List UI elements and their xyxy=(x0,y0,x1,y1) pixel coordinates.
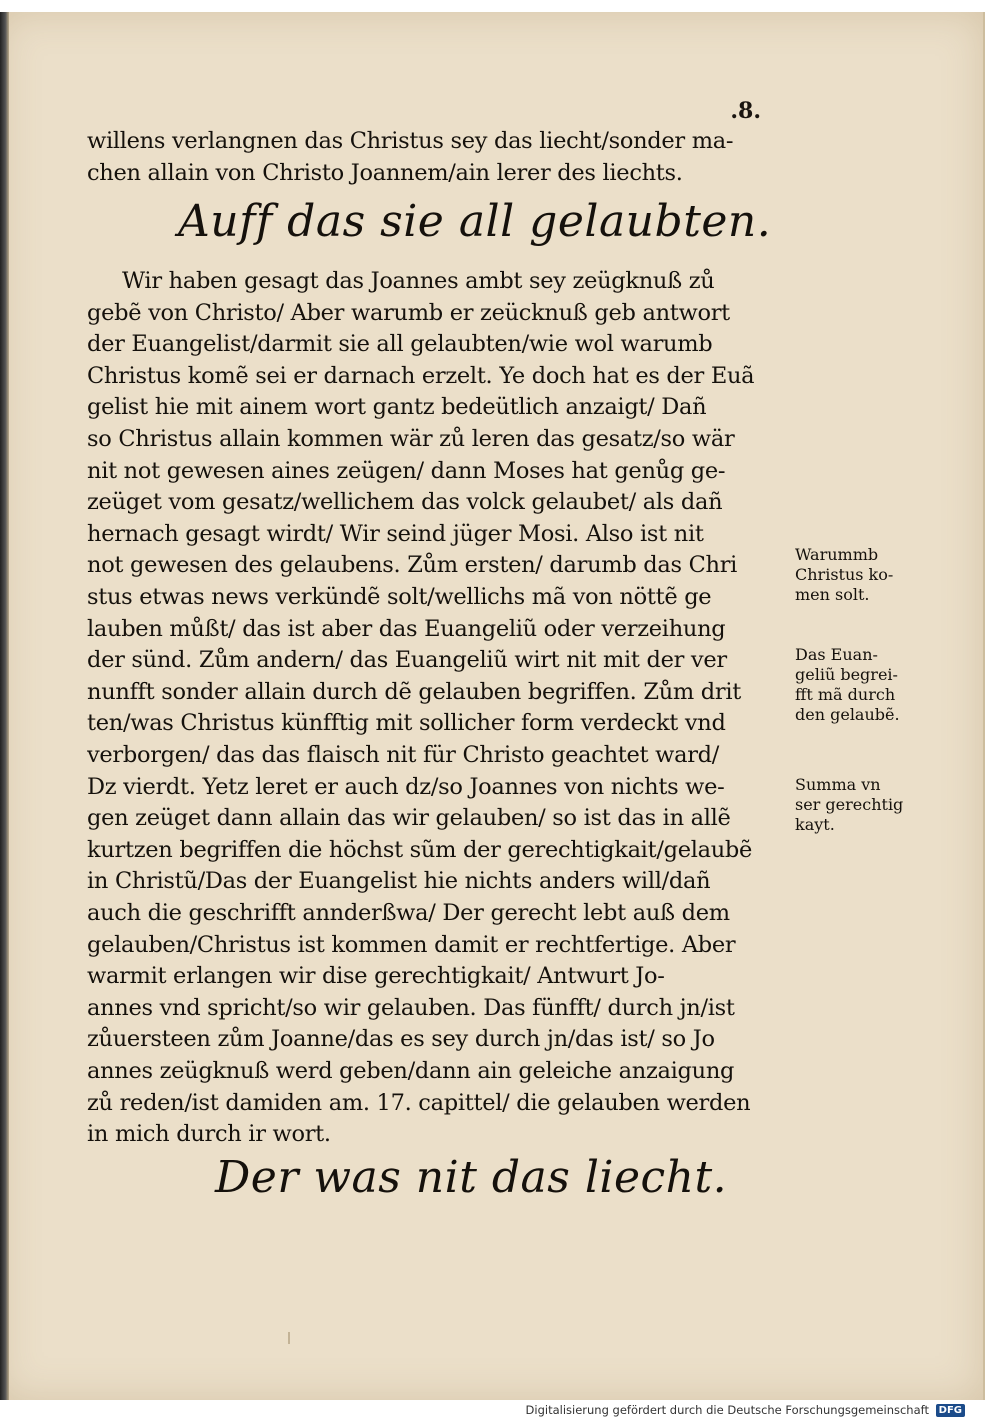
text-line: zeüget vom gesatz/wellichem das volck gelaubet/ als dañ xyxy=(87,489,723,516)
margin-note-line: fft mã durch xyxy=(795,685,896,704)
margin-note-line: kayt. xyxy=(795,815,835,834)
section-heading: Der was nit das liecht. xyxy=(215,1152,728,1203)
margin-note-line: ser gerechtig xyxy=(795,795,904,814)
text-line: Wir haben gesagt das Joannes ambt sey zeügknuß zů xyxy=(122,268,715,294)
margin-note-line: Christus ko‑ xyxy=(795,565,894,584)
margin-note xyxy=(795,545,935,605)
margin-note-line: geliũ begrei‑ xyxy=(795,665,898,684)
text-line: gen zeüget dann allain das wir gelauben/ so ist das in allẽ xyxy=(87,805,731,832)
book-page xyxy=(0,12,985,1400)
margin-note-line: Warummb xyxy=(795,545,879,564)
margin-note xyxy=(795,775,935,835)
margin-note-line: men solt. xyxy=(795,585,870,604)
page-binding-edge xyxy=(0,12,9,1400)
margin-note-line: Das Euan‑ xyxy=(795,645,878,664)
text-line: lauben můßt/ das ist aber das Euangeliũ oder verzeihung xyxy=(87,615,726,642)
text-line: gebẽ von Christo/ Aber warumb er zeücknuß geb antwort xyxy=(87,299,730,326)
text-line: annes zeügknuß werd geben/dann ain geleiche anzaigung xyxy=(87,1058,735,1084)
text-line: in Christũ/Das der Euangelist hie nichts anders will/dañ xyxy=(87,868,711,895)
margin-note xyxy=(795,645,935,725)
text-line: nunfft sonder allain durch dẽ gelauben begriffen. Zům drit xyxy=(87,678,741,705)
text-line: zůuersteen zům Joanne/das es sey durch jn/das ist/ so Jo xyxy=(87,1026,715,1053)
text-line: gelauben/Christus ist kommen damit er rechtfertige. Aber xyxy=(87,931,736,958)
folio-number: .8. xyxy=(730,98,761,124)
section-heading: Auff das sie all gelaubten. xyxy=(178,196,772,247)
text-line: Christus komẽ sei er darnach erzelt. Ye doch hat es der Euã xyxy=(87,362,755,389)
text-line: hernach gesagt wirdt/ Wir seind jüger Mosi. Also ist nit xyxy=(87,520,704,547)
text-line: gelist hie mit ainem wort gantz bedeütlich anzaigt/ Dañ xyxy=(87,394,707,421)
text-line: willens verlangnen das Christus sey das liecht/sonder ma‑ xyxy=(87,128,734,154)
margin-note-line: den gelaubẽ. xyxy=(795,705,900,724)
text-line: in mich durch ir wort. xyxy=(87,1121,331,1148)
text-line: not gewesen des gelaubens. Zům ersten/ darumb das Chri xyxy=(87,552,738,579)
text-line: ten/was Christus künfftig mit sollicher form verdeckt vnd xyxy=(87,710,726,737)
margin-note-line: Summa vn xyxy=(795,775,881,794)
text-line: warmit erlangen wir dise gerechtigkait/ Antwurt Jo‑ xyxy=(87,963,665,990)
dfg-logo-icon: DFG xyxy=(936,1404,965,1417)
text-line: stus etwas news verkündẽ solt/wellichs mã von nöttẽ ge xyxy=(87,584,712,610)
text-line: der sünd. Zům andern/ das Euangeliũ wirt nit mit der ver xyxy=(87,647,727,674)
footer-credit xyxy=(526,1403,965,1417)
text-line: so Christus allain kommen wär zů leren das gesatz/so wär xyxy=(87,426,735,452)
text-line: kurtzen begriffen die höchst sũm der gerechtigkait/gelaubẽ xyxy=(87,836,753,863)
footer-text: Digitalisierung gefördert durch die Deutsche Forschungsgemeinschaft xyxy=(525,1403,929,1417)
text-line: verborgen/ das das flaisch nit für Christo geachtet ward/ xyxy=(87,742,720,768)
text-line: zů reden/ist damiden am. 17. capittel/ die gelauben werden xyxy=(87,1089,751,1116)
text-line: auch die geschrifft annderßwa/ Der gerecht lebt auß dem xyxy=(87,900,730,926)
text-line: chen allain von Christo Joannem/ain lerer des liechts. xyxy=(87,160,683,186)
text-line: Dz vierdt. Yetz leret er auch dz/so Joannes von nichts we‑ xyxy=(87,773,725,800)
text-line: annes vnd spricht/so wir gelauben. Das fünfft/ durch jn/ist xyxy=(87,994,735,1021)
text-line: der Euangelist/darmit sie all gelaubten/wie wol warumb xyxy=(87,331,713,358)
text-line: nit not gewesen aines zeügen/ dann Moses hat genůg ge‑ xyxy=(87,457,726,484)
paper-mark xyxy=(288,1332,290,1344)
